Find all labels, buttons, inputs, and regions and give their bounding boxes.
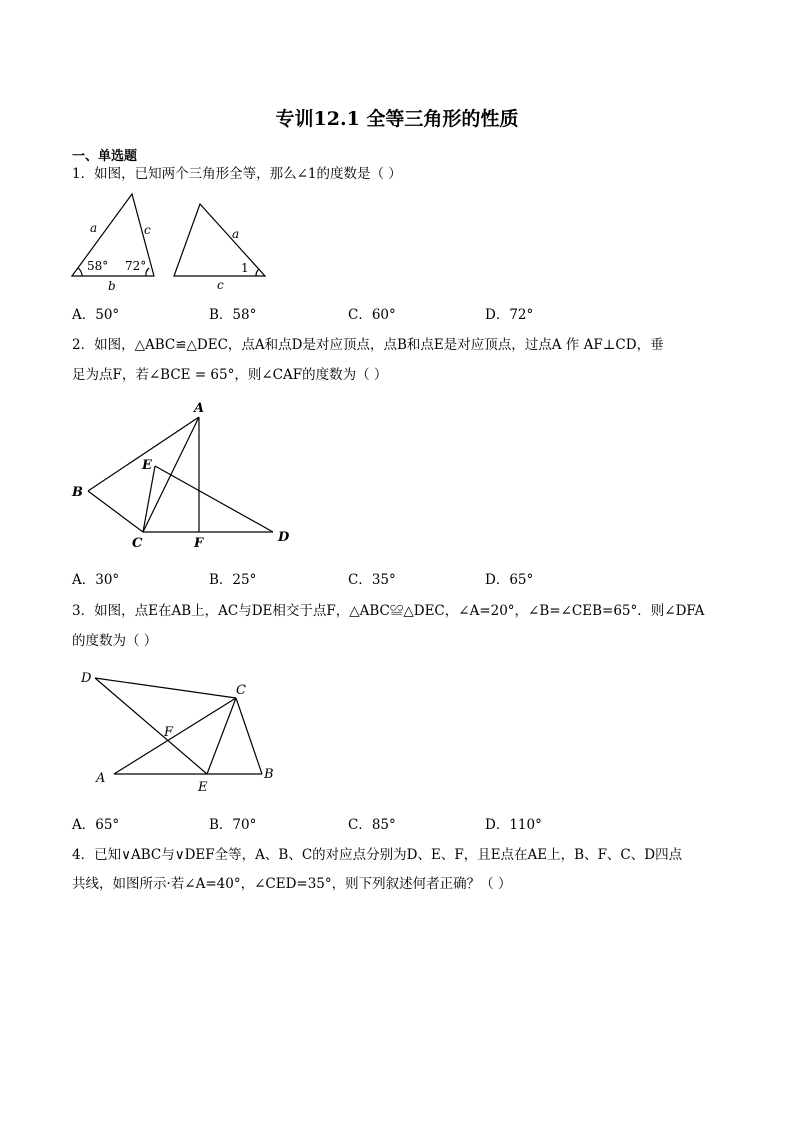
q1-angle-1: 1 <box>241 261 249 275</box>
question-2-line-1: 2．如图，△ABC≌△DEC，点A和点D是对应顶点，点B和点E是对应顶点，过点A 作 AF⊥CD，垂 <box>72 337 664 353</box>
q2-label-D: D <box>278 530 290 545</box>
question-4-line-2: 共线，如图所示·若∠A=40°，∠CED=35°，则下列叙述何者正确？（ ） <box>72 876 512 892</box>
q3-label-D: D <box>81 671 92 686</box>
q3-option-c[interactable]: C．85° <box>348 817 396 833</box>
q1-label-a-right: a <box>232 227 240 241</box>
q1-option-a[interactable]: A．50° <box>72 307 120 323</box>
q1-label-a-left: a <box>90 221 98 235</box>
q2-option-c[interactable]: C．35° <box>348 572 396 588</box>
q2-label-A: A <box>194 401 205 416</box>
q1-option-b[interactable]: B．58° <box>209 307 257 323</box>
q3-label-C: C <box>236 683 246 698</box>
question-3-line-2: 的度数为（ ） <box>72 633 158 649</box>
q2-option-d[interactable]: D．65° <box>485 572 534 588</box>
q1-label-c-right: c <box>217 278 224 292</box>
q1-angle-58: 58° <box>87 259 109 273</box>
question-4-line-1: 4．已知∨ABC与∨DEF全等，A、B、C的对应点分别为D、E、F，且E点在AE上，B、F、C、D四点 <box>72 847 683 863</box>
q3-label-B: B <box>264 767 274 782</box>
q2-option-b[interactable]: B．25° <box>209 572 257 588</box>
q3-option-d[interactable]: D．110° <box>485 817 542 833</box>
q3-label-E: E <box>198 780 208 795</box>
section-heading: 一、单选题 <box>72 149 138 164</box>
q2-option-a[interactable]: A．30° <box>72 572 120 588</box>
q1-option-c[interactable]: C．60° <box>348 307 396 323</box>
question-3-line-1: 3．如图，点E在AB上，AC与DE相交于点F，△ABC≌△DEC，∠A=20°，∠B=∠CEB=65°．则∠DFA <box>72 603 705 619</box>
q3-label-A: A <box>96 771 106 786</box>
q1-angle-72: 72° <box>125 259 147 273</box>
q1-triangle-right <box>174 204 265 276</box>
q2-label-B: B <box>72 485 83 500</box>
q1-option-d[interactable]: D．72° <box>485 307 534 323</box>
q2-label-E: E <box>142 458 152 473</box>
q3-option-b[interactable]: B．70° <box>209 817 257 833</box>
q2-label-C: C <box>132 536 143 551</box>
q3-label-F: F <box>164 725 174 740</box>
q3-option-a[interactable]: A．65° <box>72 817 120 833</box>
q2-label-F: F <box>194 536 204 551</box>
q1-label-c-left: c <box>144 223 151 237</box>
page-title: 专训12.1 全等三角形的性质 <box>275 108 519 130</box>
question-2-line-2: 足为点F，若∠BCE = 65°，则∠CAF的度数为（ ） <box>72 367 388 383</box>
q1-figure <box>60 186 280 296</box>
q1-label-b-left: b <box>108 279 116 293</box>
question-1-text: 1．如图，已知两个三角形全等，那么∠1的度数是（ ） <box>72 166 402 182</box>
q3-figure <box>70 664 290 799</box>
q2-figure <box>60 396 310 556</box>
